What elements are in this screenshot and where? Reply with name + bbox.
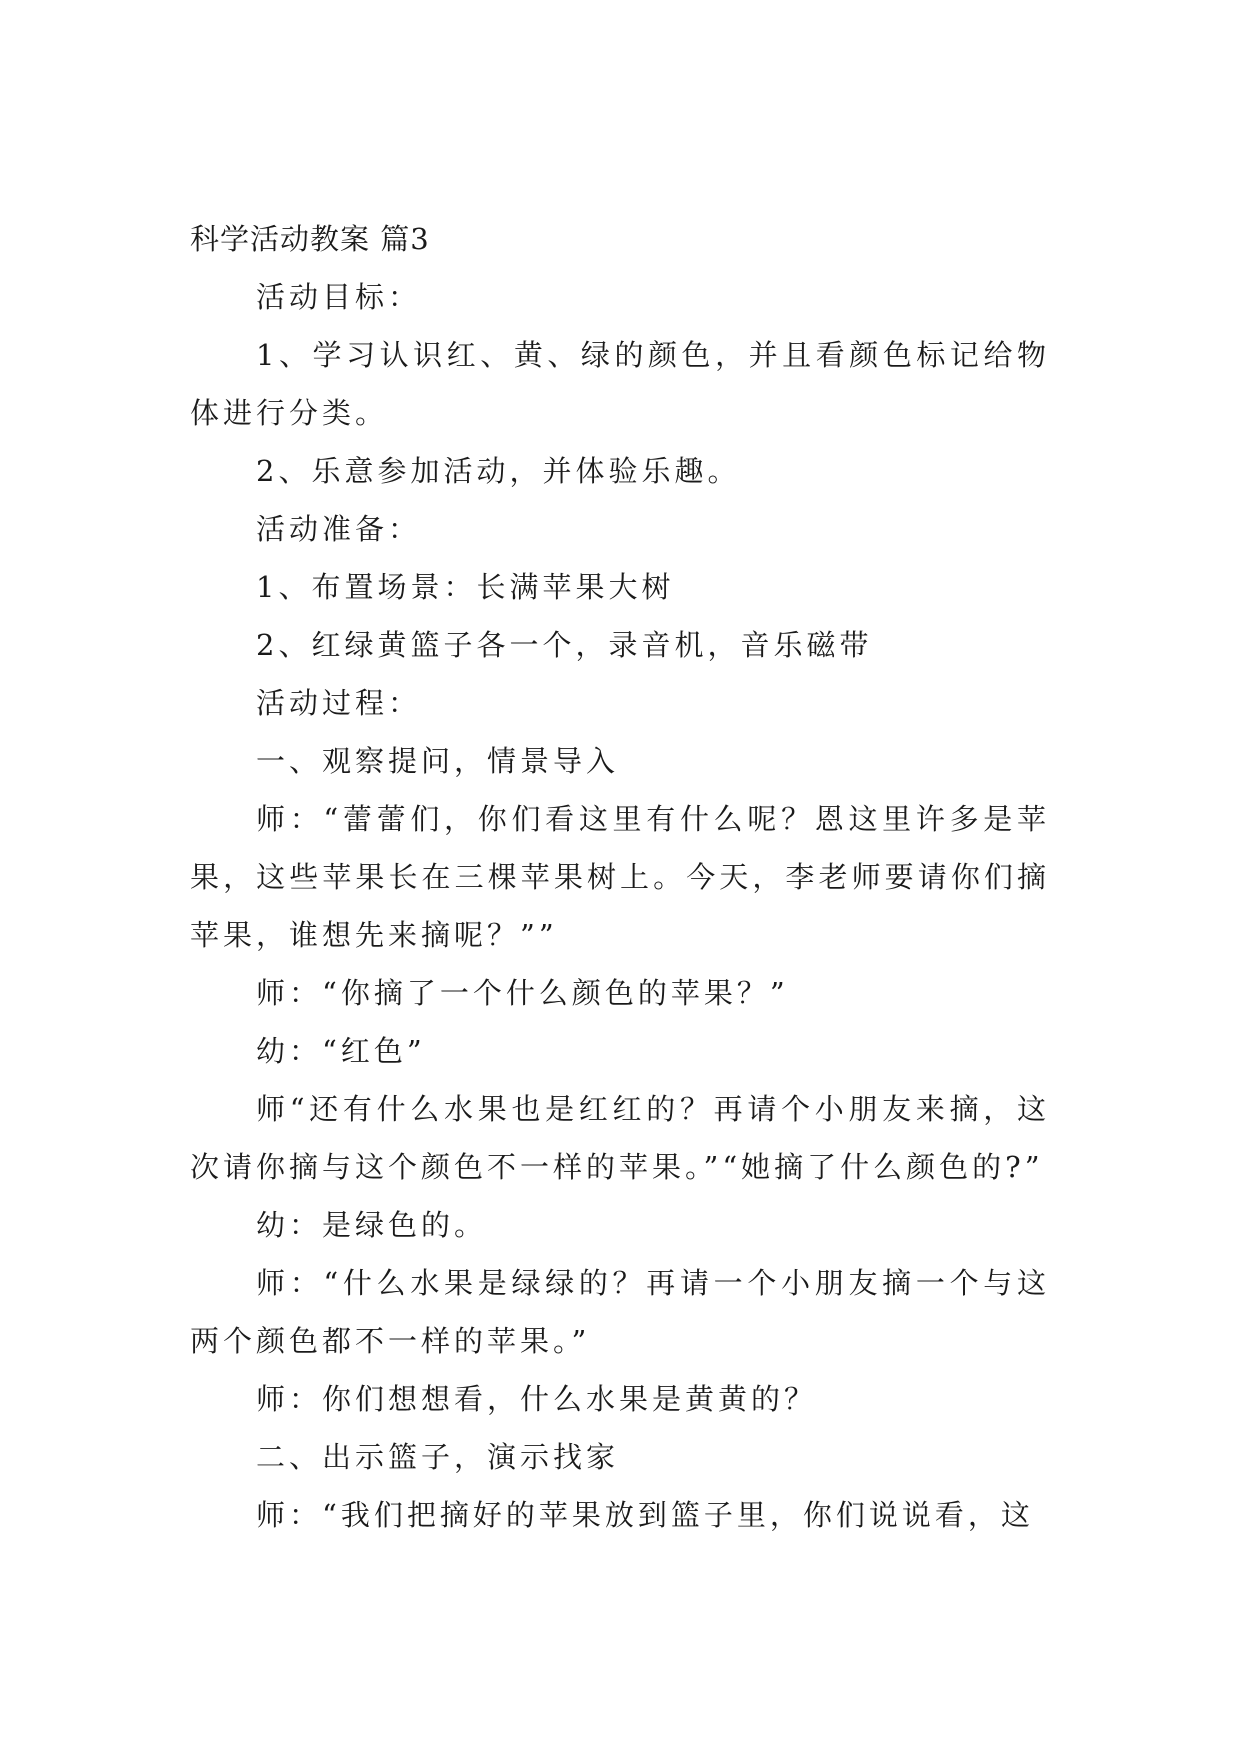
paragraph: 师：“你摘了一个什么颜色的苹果？” (256, 976, 789, 1010)
paragraph: 幼：是绿色的。 (256, 1208, 488, 1242)
paragraph: 师：“什么水果是绿绿的？再请一个小朋友摘一个与这两个颜色都不一样的苹果。” (190, 1266, 1050, 1358)
paragraph: 师“还有什么水果也是红红的？再请个小朋友来摘，这次请你摘与这个颜色不一样的苹果。”“她摘了什么颜色的?” (190, 1092, 1050, 1184)
paragraph: 活动目标： (256, 280, 422, 314)
paragraph: 1、布置场景：长满苹果大树 (256, 570, 675, 604)
paragraph: 幼：“红色” (256, 1034, 426, 1068)
paragraph: 师：你们想想看，什么水果是黄黄的？ (256, 1382, 818, 1416)
paragraph: 师：“蕾蕾们，你们看这里有什么呢？恩这里许多是苹果，这些苹果长在三棵苹果树上。今天，李老师要请你们摘苹果，谁想先来摘呢？”” (190, 802, 1050, 952)
document-body (190, 210, 1050, 1544)
paragraph: 2、红绿黄篮子各一个，录音机，音乐磁带 (256, 628, 873, 662)
paragraph: 二、出示篮子，演示找家 (256, 1440, 620, 1474)
paragraph: 一、观察提问，情景导入 (256, 744, 620, 778)
paragraph: 活动准备： (256, 512, 422, 546)
document-title: 科学活动教案 篇3 (190, 222, 430, 256)
paragraph: 2、乐意参加活动，并体验乐趣。 (256, 454, 741, 488)
paragraph: 1、学习认识红、黄、绿的颜色，并且看颜色标记给物体进行分类。 (190, 338, 1050, 430)
paragraph: 活动过程： (256, 686, 422, 720)
paragraph: 师：“我们把摘好的苹果放到篮子里，你们说说看，这 (256, 1498, 1034, 1532)
